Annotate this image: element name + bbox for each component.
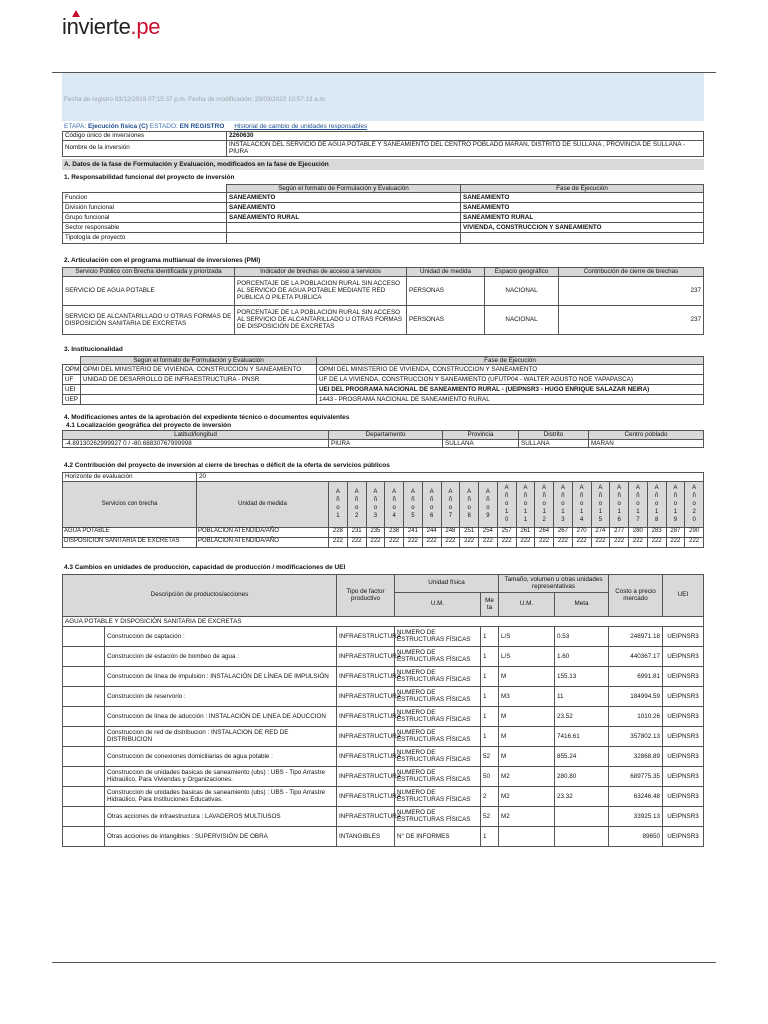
prod-desc: Construccion de estación de bombeo de agua : <box>105 646 337 666</box>
prod-col-size: Tamaño, volumen u otras unidades representativas <box>499 574 609 592</box>
prod-factor: INFRAESTRUCTURA <box>337 726 395 746</box>
year-header: A ñ o 1 3 <box>554 481 573 527</box>
prod-meta: 50 <box>481 766 499 786</box>
year-header: A ñ o 1 6 <box>610 481 629 527</box>
inst-ej: OPMI DEL MINISTERIO DE VIVIENDA, CONSTRUCCION Y SANEAMIENTO <box>317 365 704 375</box>
prod-factor: INFRAESTRUCTURA <box>337 806 395 826</box>
year-header: A ñ o 3 <box>366 481 385 527</box>
table-row <box>63 276 704 305</box>
prod-uei: UEIPNSR3 <box>663 726 704 746</box>
gap-value: 274 <box>591 527 610 537</box>
logo-prefix: invierte <box>62 14 131 39</box>
prod-meta: 1 <box>481 646 499 666</box>
bottom-divider <box>52 962 716 963</box>
prod-factor: INFRAESTRUCTURA <box>337 626 395 646</box>
year-header: A ñ o 2 0 <box>685 481 704 527</box>
prod-cost: 248971.18 <box>609 626 663 646</box>
prod-desc: Otras acciones de intangibles : SUPERVISIÓN DE OBRA <box>105 826 337 846</box>
loc-cell: PIURA <box>329 439 443 448</box>
prod-desc: Otras acciones de infraestructura : LAVADEROS MULTIUSOS <box>105 806 337 826</box>
prod-indent <box>63 786 105 806</box>
prod-um: NUMERO DE ESTRUCTURAS FÍSICAS <box>395 786 481 806</box>
year-header: A ñ o 6 <box>422 481 441 527</box>
pmi-indicator: PORCENTAJE DE LA POBLACION RURAL SIN ACCESO AL SERVICIO DE AGUA POTABLE MEDIANTE RED PUBLICA O PILETA PUBLICA <box>235 276 407 305</box>
function-label: Sector responsable <box>63 223 227 233</box>
prod-um2 <box>499 826 555 846</box>
year-header: A ñ o 4 <box>385 481 404 527</box>
prod-uei: UEIPNSR3 <box>663 746 704 766</box>
prod-cost: 89650 <box>609 826 663 846</box>
prod-cost: 184994.59 <box>609 686 663 706</box>
prod-cost: 33925.13 <box>609 806 663 826</box>
prod-desc: Construccion de red de distribucion : INSTALACION DE RED DE DISTRIBUCION <box>105 726 337 746</box>
year-header: A ñ o 8 <box>460 481 479 527</box>
prod-um: NUMERO DE ESTRUCTURAS FÍSICAS <box>395 806 481 826</box>
gap-value: 222 <box>329 537 348 547</box>
pmi-contribution: 237 <box>559 305 704 334</box>
gap-value: 222 <box>629 537 648 547</box>
pmi-space: NACIONAL <box>485 276 559 305</box>
s41-title: 4.1 Localización geográfica del proyecto de inversión <box>66 422 232 429</box>
prod-uei: UEIPNSR3 <box>663 626 704 646</box>
prod-uei: UEIPNSR3 <box>663 666 704 686</box>
gap-value: 222 <box>610 537 629 547</box>
gap-value: 290 <box>685 527 704 537</box>
gap-value: 222 <box>347 537 366 547</box>
gap-value: 251 <box>460 527 479 537</box>
prod-um: NUMERO DE ESTRUCTURAS FÍSICAS <box>395 646 481 666</box>
prod-um: NUMERO DE ESTRUCTURAS FÍSICAS <box>395 746 481 766</box>
prod-um2: L/S <box>499 626 555 646</box>
year-header: A ñ o 1 9 <box>666 481 685 527</box>
inst-label: OPMI <box>63 365 81 375</box>
prod-um2: M <box>499 726 555 746</box>
prod-cost: 6991.81 <box>609 666 663 686</box>
inst-label: UEI <box>63 385 81 395</box>
pmi-unit: PERSONAS <box>407 276 485 305</box>
gap-value: 244 <box>422 527 441 537</box>
function-ej: SANEAMIENTO <box>461 193 704 203</box>
gap-col-service: Servicios con brecha <box>63 481 197 527</box>
s43-title: 4.3 Cambios en unidades de producción, capacidad de producción / modificaciones de UEI <box>64 563 346 571</box>
function-label: División funcional <box>63 203 227 213</box>
inst-ej: UEI DEL PROGRAMA NACIONAL DE SANEAMIENTO RURAL - (UEIPNSR3 - HUGO ENRIQUE SALAZAR NEIRA) <box>317 385 704 395</box>
table-row <box>63 203 704 213</box>
inst-fe <box>81 385 317 395</box>
function-label: Grupo funcional <box>63 213 227 223</box>
report-body <box>62 73 704 847</box>
prod-desc: Construccion de unidades basicas de saneamiento (ubs) : UBS - Tipo Arrastre Hidraúlico, Para Viviendas y Organizaciones. <box>105 766 337 786</box>
stage-value: Ejecución física (C) <box>87 123 148 130</box>
table-row <box>63 537 704 547</box>
loc-cell: SULLANA <box>519 439 589 448</box>
stage-bar <box>62 122 704 131</box>
prod-meta: 1 <box>481 666 499 686</box>
prod-um: N° DE INFORMES <box>395 826 481 846</box>
gap-service: DISPOSICION SANITARIA DE EXCRETAS <box>63 537 197 547</box>
name-value: INSTALACION DEL SERVICIO DE AGUA POTABLE Y SANEAMIENTO DEL CENTRO POBLADO MARAN, DISTRITO DE SULLANA , PROVINCIA DE SULLANA - PIURA <box>227 140 704 156</box>
prod-desc: Construccion de conexiones domiciliarias de agua potable : <box>105 746 337 766</box>
year-header: A ñ o 7 <box>441 481 460 527</box>
prod-col-um: U.M. <box>395 592 481 616</box>
prod-indent <box>63 726 105 746</box>
inst-label: UEP <box>63 395 81 405</box>
gap-value: 222 <box>460 537 479 547</box>
record-dates: Fecha de registro 03/12/2019 07:15:37 p.m. Fecha de modificación: 29/03/2022 10:57:13 a.m. <box>64 96 327 103</box>
prod-um2: M2 <box>499 786 555 806</box>
table-row <box>63 223 704 233</box>
year-header: A ñ o 1 0 <box>497 481 516 527</box>
inst-fe: UNIDAD DE DESARROLLO DE INFRAESTRUCTURA - PNSR <box>81 375 317 385</box>
table-row <box>63 706 704 726</box>
prod-cost: 32868.89 <box>609 746 663 766</box>
prod-indent <box>63 646 105 666</box>
prod-indent <box>63 666 105 686</box>
gap-value: 222 <box>535 537 554 547</box>
prod-uei: UEIPNSR3 <box>663 826 704 846</box>
gap-value: 222 <box>666 537 685 547</box>
prod-uei: UEIPNSR3 <box>663 766 704 786</box>
gap-value: 241 <box>404 527 423 537</box>
table-row <box>63 786 704 806</box>
gap-value: 248 <box>441 527 460 537</box>
prod-meta: 52 <box>481 746 499 766</box>
prod-factor: INFRAESTRUCTURA <box>337 686 395 706</box>
inst-label: UF <box>63 375 81 385</box>
status-value: EN REGISTRO <box>179 123 225 130</box>
gap-value: 238 <box>385 527 404 537</box>
table-row <box>63 375 704 385</box>
prod-col-factor: Tipo de factor productivo <box>337 574 395 616</box>
table-row <box>63 305 704 334</box>
loc-header: Centro poblado <box>589 431 704 440</box>
inst-fe <box>81 395 317 405</box>
gap-value: 267 <box>554 527 573 537</box>
pmi-indicator: PORCENTAJE DE LA POBLACION RURAL SIN ACCESO AL SERVICIO DE ALCANTARILLADO U OTRAS FORMAS DE DISPOSICIÓN DE EXCRETAS <box>235 305 407 334</box>
loc-header: Provincia <box>443 431 519 440</box>
prod-um: NUMERO DE ESTRUCTURAS FÍSICAS <box>395 706 481 726</box>
function-fe: SANEAMIENTO <box>227 203 461 213</box>
prod-indent <box>63 626 105 646</box>
inst-ej: 1443 - PROGRAMA NACIONAL DE SANEAMIENTO RURAL <box>317 395 704 405</box>
gap-value: 222 <box>647 537 666 547</box>
gap-value: 264 <box>535 527 554 537</box>
prod-col-cost: Costo a precio mercado <box>609 574 663 616</box>
prod-factor: INFRAESTRUCTURA <box>337 646 395 666</box>
gap-value: 222 <box>422 537 441 547</box>
prod-meta: 1 <box>481 626 499 646</box>
prod-um2: M <box>499 666 555 686</box>
gap-value: 222 <box>591 537 610 547</box>
s1-title: 1. Responsabilidad funcional del proyecto de inversión <box>64 173 235 181</box>
gap-value: 261 <box>516 527 535 537</box>
horizon-value: 20 <box>197 473 704 482</box>
prod-uei: UEIPNSR3 <box>663 706 704 726</box>
prod-group: AGUA POTABLE Y DISPOSICIÓN SANITARIA DE EXCRETAS <box>63 616 704 626</box>
prod-indent <box>63 746 105 766</box>
s1-col1: Según el formato de Formulación y Evaluación <box>227 184 461 193</box>
prod-meta2: 855.24 <box>555 746 609 766</box>
prod-um2: M2 <box>499 766 555 786</box>
prod-indent <box>63 806 105 826</box>
report-header <box>62 73 704 121</box>
gap-value: 222 <box>497 537 516 547</box>
prod-desc: Construccion de línea de aducción : INSTALACIÓN DE LINEA DE ADUCCION <box>105 706 337 726</box>
gap-unit: POBLACION ATENDIDA/AÑO <box>197 527 329 537</box>
prod-uei: UEIPNSR3 <box>663 686 704 706</box>
s3-col2: Fase de Ejecución <box>317 356 704 365</box>
function-fe <box>227 233 461 244</box>
production-table <box>62 574 704 847</box>
gap-value: 277 <box>610 527 629 537</box>
prod-um2: M <box>499 746 555 766</box>
stage-label: ETAPA: <box>64 123 87 130</box>
gap-value: 222 <box>554 537 573 547</box>
inst-ej: UF DE LA VIVIENDA, CONSTRUCCION Y SANEAMIENTO (UFUTP04 - WALTER AGUSTO NOE YAPAPASCA) <box>317 375 704 385</box>
table-row <box>63 233 704 244</box>
year-header: A ñ o 1 4 <box>572 481 591 527</box>
prod-meta2: 23.52 <box>555 706 609 726</box>
prod-factor: INFRAESTRUCTURA <box>337 666 395 686</box>
prod-meta: 1 <box>481 706 499 726</box>
prod-meta2: 155.13 <box>555 666 609 686</box>
function-fe: SANEAMIENTO RURAL <box>227 213 461 223</box>
s3-title: 3. Institucionalidad <box>64 345 123 353</box>
gap-value: 222 <box>572 537 591 547</box>
status-label: ESTADO: <box>149 123 178 130</box>
gap-value: 287 <box>666 527 685 537</box>
prod-meta2: 7416.61 <box>555 726 609 746</box>
name-label: Nombre de la inversión <box>63 140 227 156</box>
inst-fe: OPMI DEL MINISTERIO DE VIVIENDA, CONSTRUCCION Y SANEAMIENTO <box>81 365 317 375</box>
year-header: A ñ o 1 <box>329 481 348 527</box>
gap-table <box>62 472 704 548</box>
loc-cell: -4.89130262999927 0 / -80.68830767999998 <box>63 439 329 448</box>
gap-value: 222 <box>404 537 423 547</box>
prod-desc: Construccion de reservorio : <box>105 686 337 706</box>
year-header: A ñ o 9 <box>479 481 498 527</box>
gap-value: 254 <box>479 527 498 537</box>
loc-header: Latitud/longitud <box>63 431 329 440</box>
prod-um: NUMERO DE ESTRUCTURAS FÍSICAS <box>395 626 481 646</box>
history-link[interactable]: Historial de cambio de unidades responsables <box>234 123 368 130</box>
prod-meta: 1 <box>481 686 499 706</box>
prod-um: NUMERO DE ESTRUCTURAS FÍSICAS <box>395 766 481 786</box>
gap-unit: POBLACION ATENDIDA/AÑO <box>197 537 329 547</box>
function-fe: SANEAMIENTO <box>227 193 461 203</box>
prod-desc: Construccion de unidades basicas de saneamiento (ubs) : UBS - Tipo Arrastre Hidraúlico, Para Instituciones Educativas. <box>105 786 337 806</box>
year-header: A ñ o 1 5 <box>591 481 610 527</box>
invierte-logo <box>62 14 160 40</box>
prod-factor: INFRAESTRUCTURA <box>337 766 395 786</box>
year-header: A ñ o 1 8 <box>647 481 666 527</box>
prod-um2: M <box>499 706 555 726</box>
prod-uei: UEIPNSR3 <box>663 646 704 666</box>
prod-uei: UEIPNSR3 <box>663 806 704 826</box>
prod-col-meta: Me ta <box>481 592 499 616</box>
prod-cost: 357802.13 <box>609 726 663 746</box>
gap-value: 222 <box>479 537 498 547</box>
prod-um2: M3 <box>499 686 555 706</box>
prod-col-uei: UEI <box>663 574 704 616</box>
prod-cost: 1010.26 <box>609 706 663 726</box>
prod-col-phys: Unidad física <box>395 574 499 592</box>
section-a-title: A. Datos de la fase de Formulación y Evaluación, modificados en la fase de Ejecución <box>62 159 704 170</box>
function-label: Funcion <box>63 193 227 203</box>
pmi-header: Espacio geográfico <box>485 268 559 277</box>
pmi-service: SERVICIO DE AGUA POTABLE <box>63 276 235 305</box>
gap-service: AGUA POTABLE <box>63 527 197 537</box>
prod-desc: Construccion de línea de impulsión : INSTALACIÓN DE LÍNEA DE IMPULSIÓN <box>105 666 337 686</box>
gap-value: 222 <box>366 537 385 547</box>
prod-cost: 689775.35 <box>609 766 663 786</box>
gap-value: 257 <box>497 527 516 537</box>
pmi-unit: PERSONAS <box>407 305 485 334</box>
prod-meta2: 1.60 <box>555 646 609 666</box>
loc-header: Distrito <box>519 431 589 440</box>
table-row <box>63 646 704 666</box>
s3-col1: Según el formato de Formulación y Evaluación <box>81 356 317 365</box>
table-row <box>63 726 704 746</box>
prod-factor: INTANGIBLES <box>337 826 395 846</box>
year-header: A ñ o 1 2 <box>535 481 554 527</box>
table-row <box>63 826 704 846</box>
gap-value: 222 <box>441 537 460 547</box>
table-row <box>63 806 704 826</box>
pmi-contribution: 237 <box>559 276 704 305</box>
prod-factor: INFRAESTRUCTURA <box>337 746 395 766</box>
function-ej: VIVIENDA, CONSTRUCCION Y SANEAMIENTO <box>461 223 704 233</box>
function-ej: SANEAMIENTO RURAL <box>461 213 704 223</box>
pmi-header: Indicador de brechas de acceso a servicios <box>235 268 407 277</box>
gap-value: 283 <box>647 527 666 537</box>
prod-factor: INFRAESTRUCTURA <box>337 706 395 726</box>
prod-cost: 63246.48 <box>609 786 663 806</box>
gap-value: 270 <box>572 527 591 537</box>
code-label: Código único de inversiones <box>63 132 227 141</box>
table-row <box>63 193 704 203</box>
s1-col2: Fase de Ejecución <box>461 184 704 193</box>
gap-value: 280 <box>629 527 648 537</box>
prod-um2: L/S <box>499 646 555 666</box>
table-row <box>63 395 704 405</box>
year-header: A ñ o 1 1 <box>516 481 535 527</box>
function-ej: SANEAMIENTO <box>461 203 704 213</box>
gap-value: 222 <box>516 537 535 547</box>
pmi-table <box>62 267 704 335</box>
table-row <box>63 746 704 766</box>
prod-desc: Construccion de captación : <box>105 626 337 646</box>
prod-meta: 2 <box>481 786 499 806</box>
ids-table <box>62 131 704 157</box>
function-fe <box>227 223 461 233</box>
table-row <box>63 686 704 706</box>
s42-title: 4.2 Contribución del proyecto de inversión al cierre de brechas o déficit de la oferta de servicios públicos <box>64 462 390 469</box>
prod-col-meta2: Meta <box>555 592 609 616</box>
institutional-table <box>62 356 704 406</box>
prod-indent <box>63 766 105 786</box>
gap-value: 222 <box>685 537 704 547</box>
year-header: A ñ o 2 <box>347 481 366 527</box>
pmi-header: Unidad de medida <box>407 268 485 277</box>
year-header: A ñ o 1 7 <box>629 481 648 527</box>
s4-title: 4. Modificaciones antes de la aprobación del expediente técnico o documentos equivalentes <box>64 414 350 421</box>
pmi-space: NACIONAL <box>485 305 559 334</box>
prod-col-desc: Descripción de productos/acciones <box>63 574 337 616</box>
prod-cost: 440367.17 <box>609 646 663 666</box>
function-ej <box>461 233 704 244</box>
prod-um: NUMERO DE ESTRUCTURAS FÍSICAS <box>395 666 481 686</box>
prod-indent <box>63 686 105 706</box>
prod-meta: 1 <box>481 826 499 846</box>
loc-cell: MARAN <box>589 439 704 448</box>
table-row <box>63 213 704 223</box>
prod-meta: 1 <box>481 726 499 746</box>
pmi-service: SERVICIO DE ALCANTARILLADO U OTRAS FORMAS DE DISPOSICIÓN SANITARIA DE EXCRETAS <box>63 305 235 334</box>
logo-suffix: .pe <box>130 14 161 39</box>
prod-meta2: 280.80 <box>555 766 609 786</box>
prod-meta2 <box>555 806 609 826</box>
gap-value: 228 <box>329 527 348 537</box>
function-label: Tipología de proyecto <box>63 233 227 244</box>
prod-indent <box>63 826 105 846</box>
table-row <box>63 766 704 786</box>
prod-meta2 <box>555 826 609 846</box>
year-header: A ñ o 5 <box>404 481 423 527</box>
code-value: 2260630 <box>227 132 704 141</box>
table-row <box>63 527 704 537</box>
prod-um2: M2 <box>499 806 555 826</box>
gap-value: 222 <box>385 537 404 547</box>
functional-table <box>62 184 704 245</box>
table-row <box>63 626 704 646</box>
prod-um: NUMERO DE ESTRUCTURAS FÍSICAS <box>395 686 481 706</box>
prod-uei: UEIPNSR3 <box>663 786 704 806</box>
gap-value: 231 <box>347 527 366 537</box>
table-row <box>63 666 704 686</box>
horizon-label: Horizonte de evaluación <box>63 473 197 482</box>
loc-header: Departamento <box>329 431 443 440</box>
table-row <box>63 365 704 375</box>
prod-meta2: 11 <box>555 686 609 706</box>
logo-accent-icon <box>72 10 80 17</box>
prod-factor: INFRAESTRUCTURA <box>337 786 395 806</box>
pmi-header: Servicio Público con Brecha identificada y priorizada <box>63 268 235 277</box>
prod-meta2: 23.32 <box>555 786 609 806</box>
prod-col-um2: U.M. <box>499 592 555 616</box>
prod-meta2: 0.53 <box>555 626 609 646</box>
table-row <box>63 385 704 395</box>
prod-meta: 52 <box>481 806 499 826</box>
prod-um: NUMERO DE ESTRUCTURAS FÍSICAS <box>395 726 481 746</box>
prod-indent <box>63 706 105 726</box>
gap-col-unit: Unidad de medida <box>197 481 329 527</box>
pmi-header: Contribución de cierre de brechas <box>559 268 704 277</box>
gap-value: 235 <box>366 527 385 537</box>
s2-title: 2. Articulación con el programa multianual de inversiones (PMI) <box>64 257 261 264</box>
loc-cell: SULLANA <box>443 439 519 448</box>
location-table <box>62 430 704 448</box>
